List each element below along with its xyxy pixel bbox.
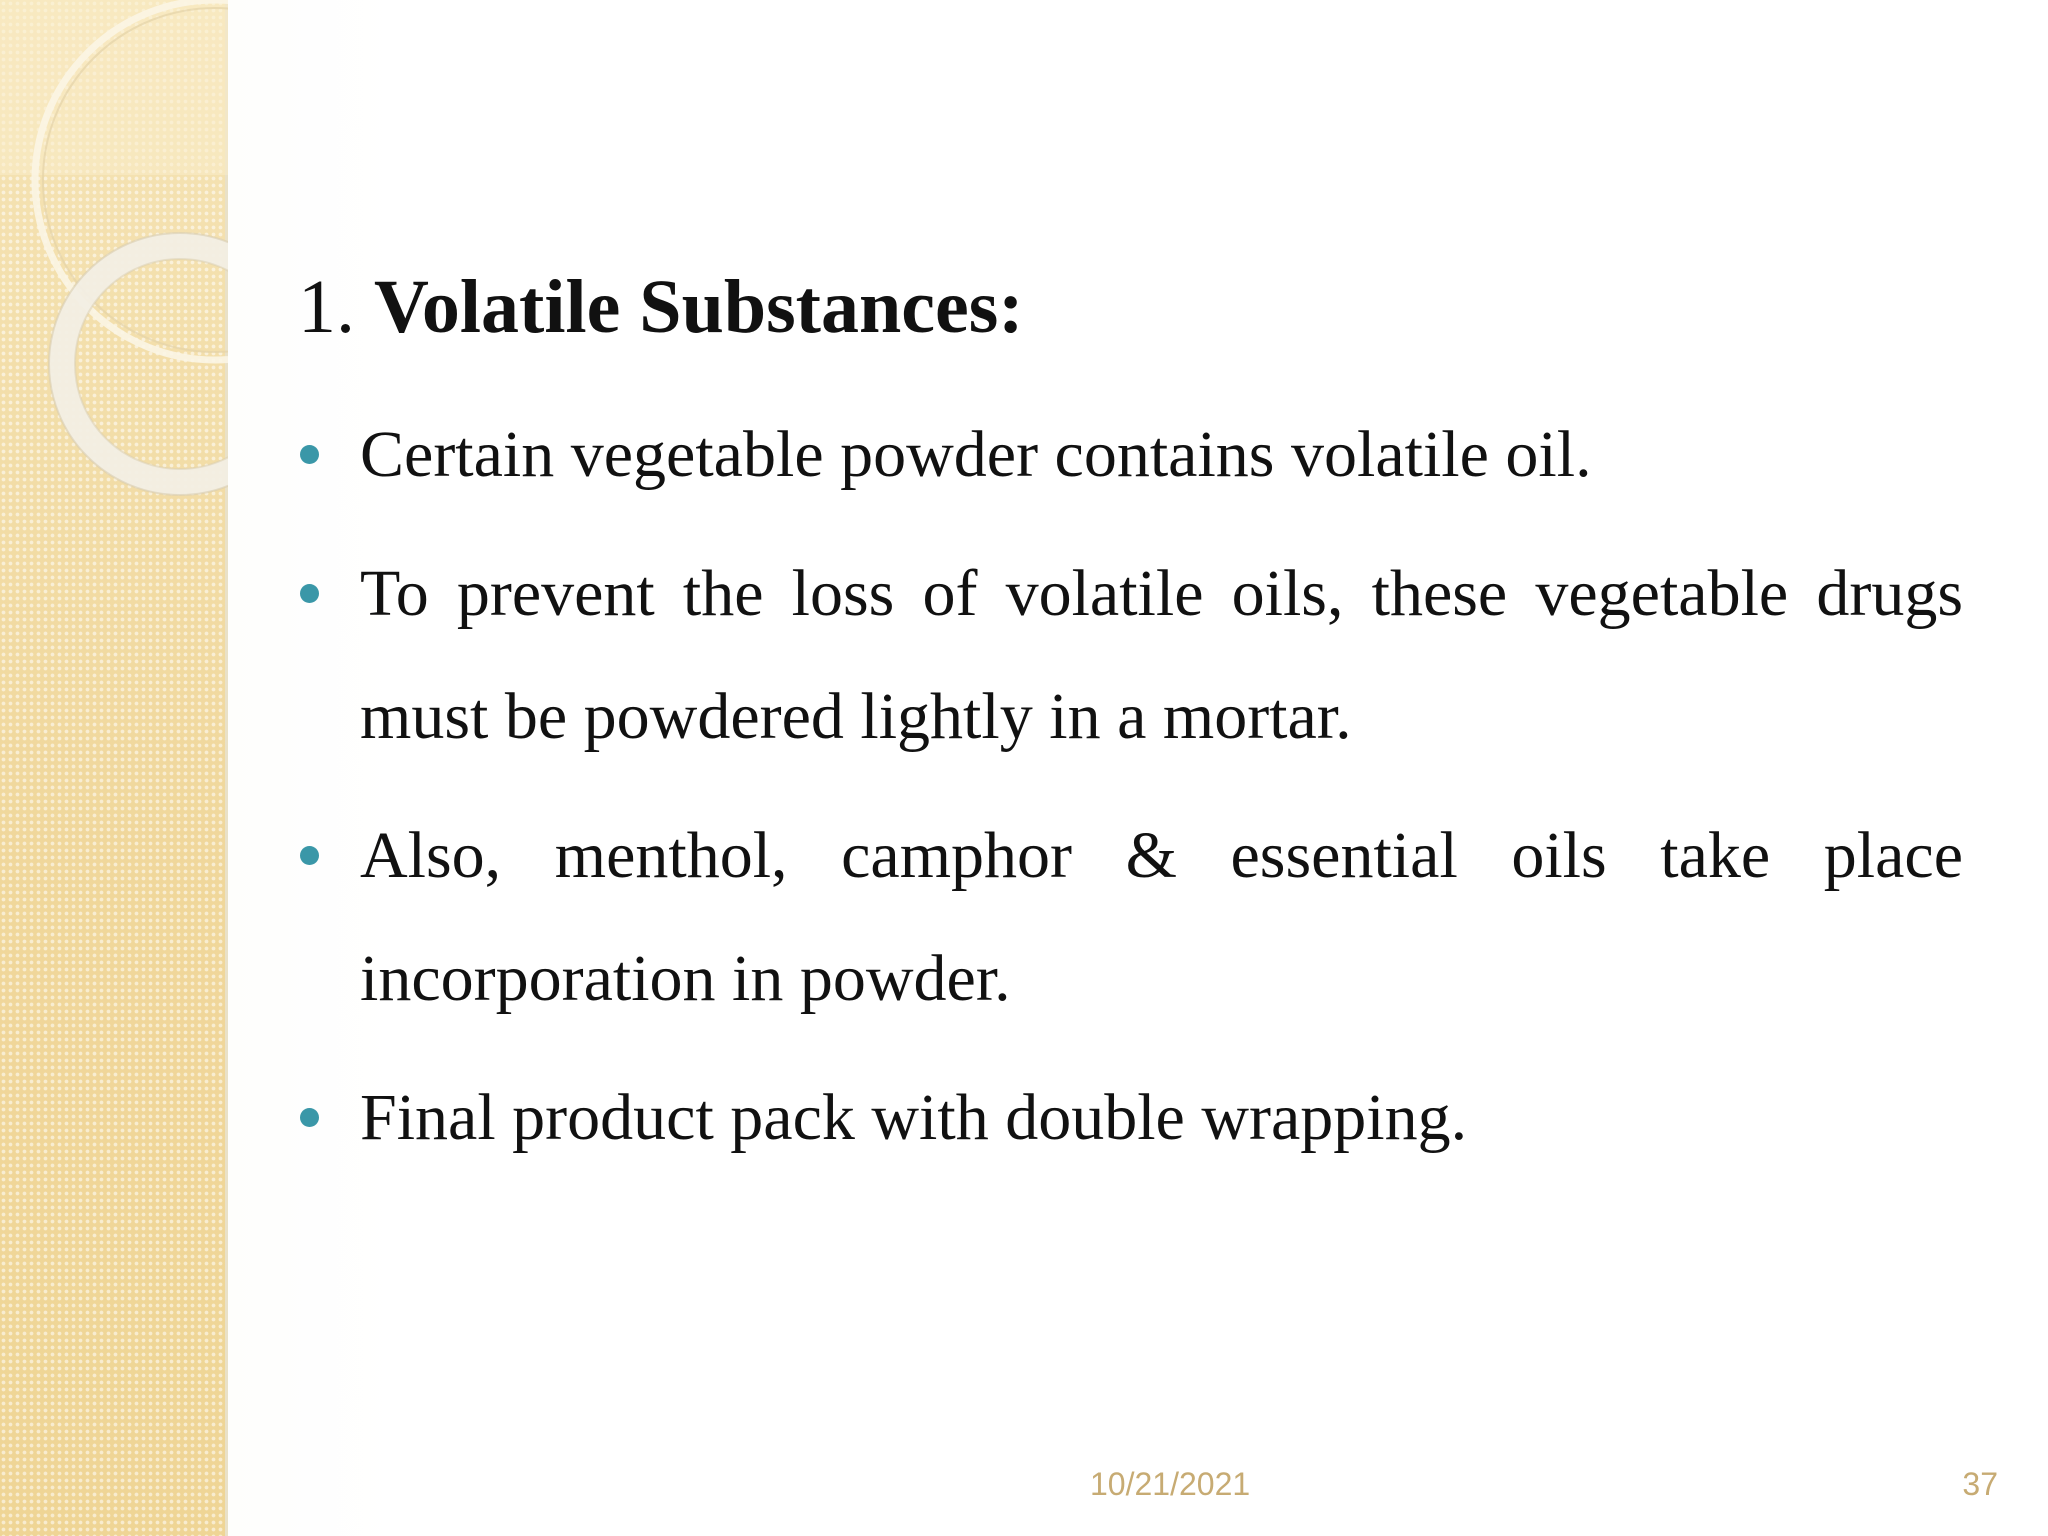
bullet-dot-icon: [300, 846, 319, 865]
heading-title: Volatile Substances:: [374, 265, 1024, 349]
list-item: [298, 1056, 1963, 1179]
footer-date: 10/21/2021: [1090, 1466, 1251, 1502]
bullet-text: Final product pack with double wrapping.: [360, 1081, 1468, 1155]
bullet-dot-icon: [300, 445, 319, 464]
page-number: 37: [1962, 1466, 1998, 1502]
bullet-text: Also, menthol, camphor & essential oils take place incorporation in powder.: [360, 819, 1963, 1016]
list-item: [298, 393, 1963, 516]
list-item: [298, 794, 1963, 1040]
heading-number: 1.: [298, 265, 355, 349]
bullet-dot-icon: [300, 584, 319, 603]
bullet-list: [298, 393, 1963, 1179]
ring-circles-icon: [0, 0, 228, 520]
slide-heading: [298, 262, 1963, 353]
bullet-text: Certain vegetable powder contains volatile oil.: [360, 418, 1592, 492]
slide-content: [298, 262, 1963, 1195]
list-item: [298, 532, 1963, 778]
bullet-dot-icon: [300, 1108, 319, 1127]
decorative-side-band: [0, 0, 228, 1536]
bullet-text: To prevent the loss of volatile oils, these vegetable drugs must be powdered lightly in a mortar.: [360, 557, 1963, 754]
